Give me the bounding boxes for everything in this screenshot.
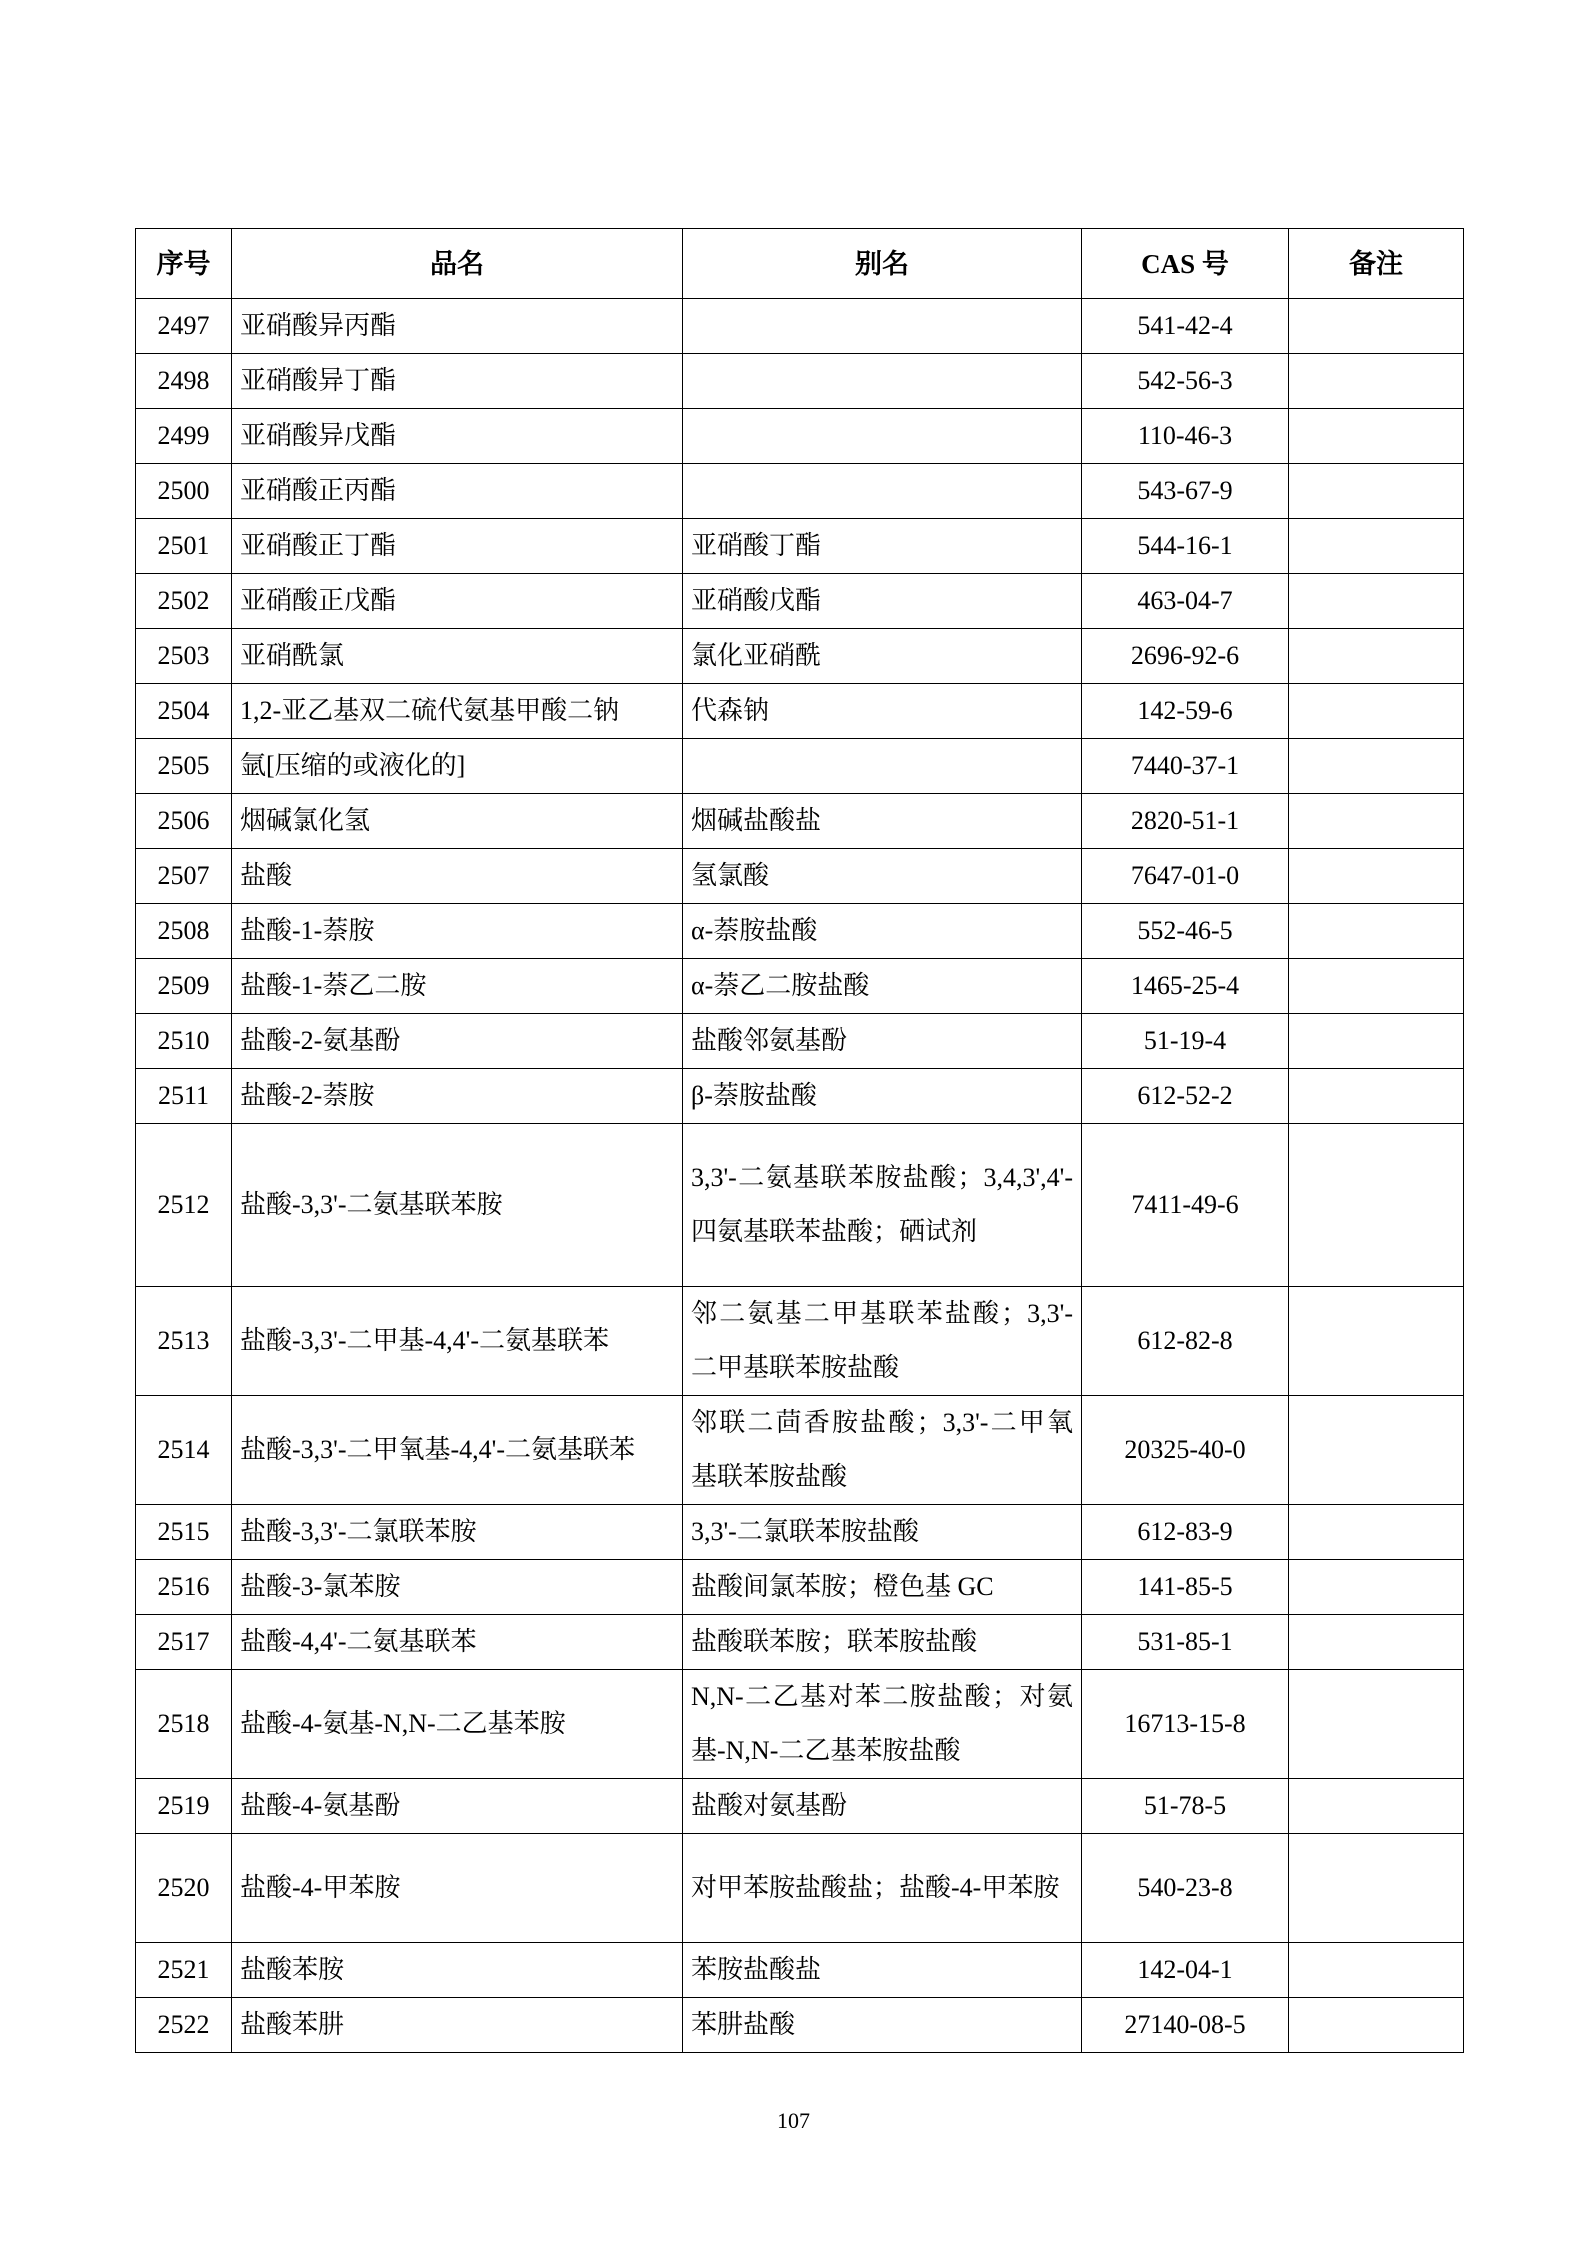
table-row: [136, 629, 1464, 684]
table-row: [136, 1834, 1464, 1943]
cell-cas-number: 7647-01-0: [1082, 849, 1289, 904]
cell-product-name: 盐酸-2-氨基酚: [232, 1014, 683, 1069]
cell-product-name: 盐酸-4-氨基-N,N-二乙基苯胺: [232, 1670, 683, 1779]
cell-serial-number: 2513: [136, 1287, 232, 1396]
cell-alias: α-萘胺盐酸: [683, 904, 1082, 959]
table-row: [136, 1998, 1464, 2053]
table-row: [136, 1069, 1464, 1124]
table-row: [136, 519, 1464, 574]
table-row: [136, 354, 1464, 409]
table-row: [136, 1396, 1464, 1505]
cell-product-name: 亚硝酸异戊酯: [232, 409, 683, 464]
cell-serial-number: 2503: [136, 629, 232, 684]
header-remark: 备注: [1289, 229, 1464, 299]
cell-alias: 盐酸间氯苯胺；橙色基 GC: [683, 1560, 1082, 1615]
page-number: 107: [777, 2108, 810, 2133]
cell-cas-number: 2696-92-6: [1082, 629, 1289, 684]
cell-cas-number: 541-42-4: [1082, 299, 1289, 354]
cell-cas-number: 16713-15-8: [1082, 1670, 1289, 1779]
table-row: [136, 1615, 1464, 1670]
cell-serial-number: 2504: [136, 684, 232, 739]
cell-product-name: 盐酸-3,3'-二甲氧基-4,4'-二氨基联苯: [232, 1396, 683, 1505]
cell-product-name: 盐酸-3,3'-二氯联苯胺: [232, 1505, 683, 1560]
cell-alias: 盐酸对氨基酚: [683, 1779, 1082, 1834]
table-header: [136, 229, 1464, 299]
cell-cas-number: 1465-25-4: [1082, 959, 1289, 1014]
cell-product-name: 盐酸苯胺: [232, 1943, 683, 1998]
cell-serial-number: 2514: [136, 1396, 232, 1505]
cell-product-name: 盐酸-1-萘乙二胺: [232, 959, 683, 1014]
cell-serial-number: 2499: [136, 409, 232, 464]
cell-serial-number: 2512: [136, 1124, 232, 1287]
cell-serial-number: 2505: [136, 739, 232, 794]
cell-remark: [1289, 1834, 1464, 1943]
cell-remark: [1289, 1287, 1464, 1396]
cell-serial-number: 2510: [136, 1014, 232, 1069]
cell-cas-number: 142-59-6: [1082, 684, 1289, 739]
cell-serial-number: 2517: [136, 1615, 232, 1670]
cell-product-name: 盐酸-4-甲苯胺: [232, 1834, 683, 1943]
cell-alias: 代森钠: [683, 684, 1082, 739]
cell-cas-number: 542-56-3: [1082, 354, 1289, 409]
cell-alias: 3,3'-二氯联苯胺盐酸: [683, 1505, 1082, 1560]
cell-remark: [1289, 1560, 1464, 1615]
header-product-name: 品名: [232, 229, 683, 299]
table-row: [136, 409, 1464, 464]
cell-remark: [1289, 739, 1464, 794]
cell-remark: [1289, 519, 1464, 574]
cell-cas-number: 142-04-1: [1082, 1943, 1289, 1998]
cell-alias: 亚硝酸戊酯: [683, 574, 1082, 629]
cell-product-name: 盐酸: [232, 849, 683, 904]
cell-product-name: 盐酸-3-氯苯胺: [232, 1560, 683, 1615]
header-alias: 别名: [683, 229, 1082, 299]
cell-product-name: 盐酸-3,3'-二氨基联苯胺: [232, 1124, 683, 1287]
cell-cas-number: 110-46-3: [1082, 409, 1289, 464]
cell-alias: 3,3'-二氨基联苯胺盐酸；3,4,3',4'-四氨基联苯盐酸；硒试剂: [683, 1124, 1082, 1287]
table-row: [136, 739, 1464, 794]
cell-remark: [1289, 1998, 1464, 2053]
cell-serial-number: 2497: [136, 299, 232, 354]
cell-alias: α-萘乙二胺盐酸: [683, 959, 1082, 1014]
cell-remark: [1289, 794, 1464, 849]
cell-remark: [1289, 849, 1464, 904]
table-row: [136, 1560, 1464, 1615]
cell-product-name: 盐酸-4-氨基酚: [232, 1779, 683, 1834]
cell-remark: [1289, 1014, 1464, 1069]
cell-cas-number: 7411-49-6: [1082, 1124, 1289, 1287]
cell-product-name: 氩[压缩的或液化的]: [232, 739, 683, 794]
cell-cas-number: 612-83-9: [1082, 1505, 1289, 1560]
cell-alias: 盐酸联苯胺；联苯胺盐酸: [683, 1615, 1082, 1670]
cell-alias: 苯肼盐酸: [683, 1998, 1082, 2053]
header-cas-number: CAS 号: [1082, 229, 1289, 299]
cell-cas-number: 27140-08-5: [1082, 1998, 1289, 2053]
cell-alias: N,N-二乙基对苯二胺盐酸；对氨基-N,N-二乙基苯胺盐酸: [683, 1670, 1082, 1779]
cell-alias: 氢氯酸: [683, 849, 1082, 904]
table-row: [136, 959, 1464, 1014]
cell-alias: 对甲苯胺盐酸盐；盐酸-4-甲苯胺: [683, 1834, 1082, 1943]
table-row: [136, 849, 1464, 904]
table-body: [136, 299, 1464, 2053]
cell-alias: 盐酸邻氨基酚: [683, 1014, 1082, 1069]
header-row: [136, 229, 1464, 299]
cell-remark: [1289, 574, 1464, 629]
cell-alias: 亚硝酸丁酯: [683, 519, 1082, 574]
cell-remark: [1289, 1124, 1464, 1287]
cell-remark: [1289, 299, 1464, 354]
table-row: [136, 1014, 1464, 1069]
cell-alias: [683, 354, 1082, 409]
cell-product-name: 亚硝酸正丁酯: [232, 519, 683, 574]
table-row: [136, 904, 1464, 959]
cell-cas-number: 7440-37-1: [1082, 739, 1289, 794]
cell-alias: [683, 299, 1082, 354]
cell-cas-number: 20325-40-0: [1082, 1396, 1289, 1505]
cell-product-name: 1,2-亚乙基双二硫代氨基甲酸二钠: [232, 684, 683, 739]
cell-serial-number: 2509: [136, 959, 232, 1014]
cell-remark: [1289, 629, 1464, 684]
cell-product-name: 亚硝酸异丁酯: [232, 354, 683, 409]
cell-serial-number: 2516: [136, 1560, 232, 1615]
cell-product-name: 烟碱氯化氢: [232, 794, 683, 849]
table-row: [136, 1943, 1464, 1998]
cell-product-name: 亚硝酸正丙酯: [232, 464, 683, 519]
cell-remark: [1289, 1069, 1464, 1124]
cell-alias: 邻二氨基二甲基联苯盐酸；3,3'-二甲基联苯胺盐酸: [683, 1287, 1082, 1396]
cell-product-name: 亚硝酸正戊酯: [232, 574, 683, 629]
cell-cas-number: 51-78-5: [1082, 1779, 1289, 1834]
cell-alias: 烟碱盐酸盐: [683, 794, 1082, 849]
cell-cas-number: 543-67-9: [1082, 464, 1289, 519]
table-row: [136, 464, 1464, 519]
table-row: [136, 794, 1464, 849]
cell-serial-number: 2500: [136, 464, 232, 519]
cell-product-name: 盐酸-2-萘胺: [232, 1069, 683, 1124]
cell-serial-number: 2508: [136, 904, 232, 959]
cell-serial-number: 2506: [136, 794, 232, 849]
table-row: [136, 1779, 1464, 1834]
cell-alias: 苯胺盐酸盐: [683, 1943, 1082, 1998]
cell-remark: [1289, 959, 1464, 1014]
cell-alias: β-萘胺盐酸: [683, 1069, 1082, 1124]
table-row: [136, 1124, 1464, 1287]
cell-cas-number: 612-82-8: [1082, 1287, 1289, 1396]
cell-remark: [1289, 1396, 1464, 1505]
cell-product-name: 盐酸-3,3'-二甲基-4,4'-二氨基联苯: [232, 1287, 683, 1396]
cell-product-name: 亚硝酸异丙酯: [232, 299, 683, 354]
cell-alias: [683, 409, 1082, 464]
cell-serial-number: 2521: [136, 1943, 232, 1998]
cell-serial-number: 2515: [136, 1505, 232, 1560]
cell-alias: 邻联二茴香胺盐酸；3,3'-二甲氧基联苯胺盐酸: [683, 1396, 1082, 1505]
cell-remark: [1289, 354, 1464, 409]
cell-serial-number: 2502: [136, 574, 232, 629]
cell-cas-number: 531-85-1: [1082, 1615, 1289, 1670]
table-row: [136, 574, 1464, 629]
cell-cas-number: 2820-51-1: [1082, 794, 1289, 849]
cell-cas-number: 141-85-5: [1082, 1560, 1289, 1615]
cell-remark: [1289, 409, 1464, 464]
cell-alias: 氯化亚硝酰: [683, 629, 1082, 684]
cell-cas-number: 463-04-7: [1082, 574, 1289, 629]
cell-serial-number: 2520: [136, 1834, 232, 1943]
cell-product-name: 亚硝酰氯: [232, 629, 683, 684]
cell-serial-number: 2519: [136, 1779, 232, 1834]
cell-serial-number: 2501: [136, 519, 232, 574]
cell-remark: [1289, 464, 1464, 519]
cell-cas-number: 612-52-2: [1082, 1069, 1289, 1124]
cell-remark: [1289, 684, 1464, 739]
cell-alias: [683, 464, 1082, 519]
cell-serial-number: 2518: [136, 1670, 232, 1779]
cell-remark: [1289, 1779, 1464, 1834]
cell-product-name: 盐酸-1-萘胺: [232, 904, 683, 959]
cell-serial-number: 2498: [136, 354, 232, 409]
cell-alias: [683, 739, 1082, 794]
cell-remark: [1289, 1670, 1464, 1779]
cell-serial-number: 2522: [136, 1998, 232, 2053]
cell-cas-number: 544-16-1: [1082, 519, 1289, 574]
cell-remark: [1289, 904, 1464, 959]
table-row: [136, 684, 1464, 739]
table-row: [136, 1287, 1464, 1396]
chemical-list-table: [135, 228, 1464, 2053]
header-serial-number: 序号: [136, 229, 232, 299]
cell-cas-number: 552-46-5: [1082, 904, 1289, 959]
cell-serial-number: 2511: [136, 1069, 232, 1124]
cell-cas-number: 540-23-8: [1082, 1834, 1289, 1943]
cell-product-name: 盐酸-4,4'-二氨基联苯: [232, 1615, 683, 1670]
cell-remark: [1289, 1615, 1464, 1670]
cell-cas-number: 51-19-4: [1082, 1014, 1289, 1069]
cell-remark: [1289, 1943, 1464, 1998]
cell-remark: [1289, 1505, 1464, 1560]
table-row: [136, 1670, 1464, 1779]
table-row: [136, 1505, 1464, 1560]
cell-serial-number: 2507: [136, 849, 232, 904]
cell-product-name: 盐酸苯肼: [232, 1998, 683, 2053]
table-row: [136, 299, 1464, 354]
